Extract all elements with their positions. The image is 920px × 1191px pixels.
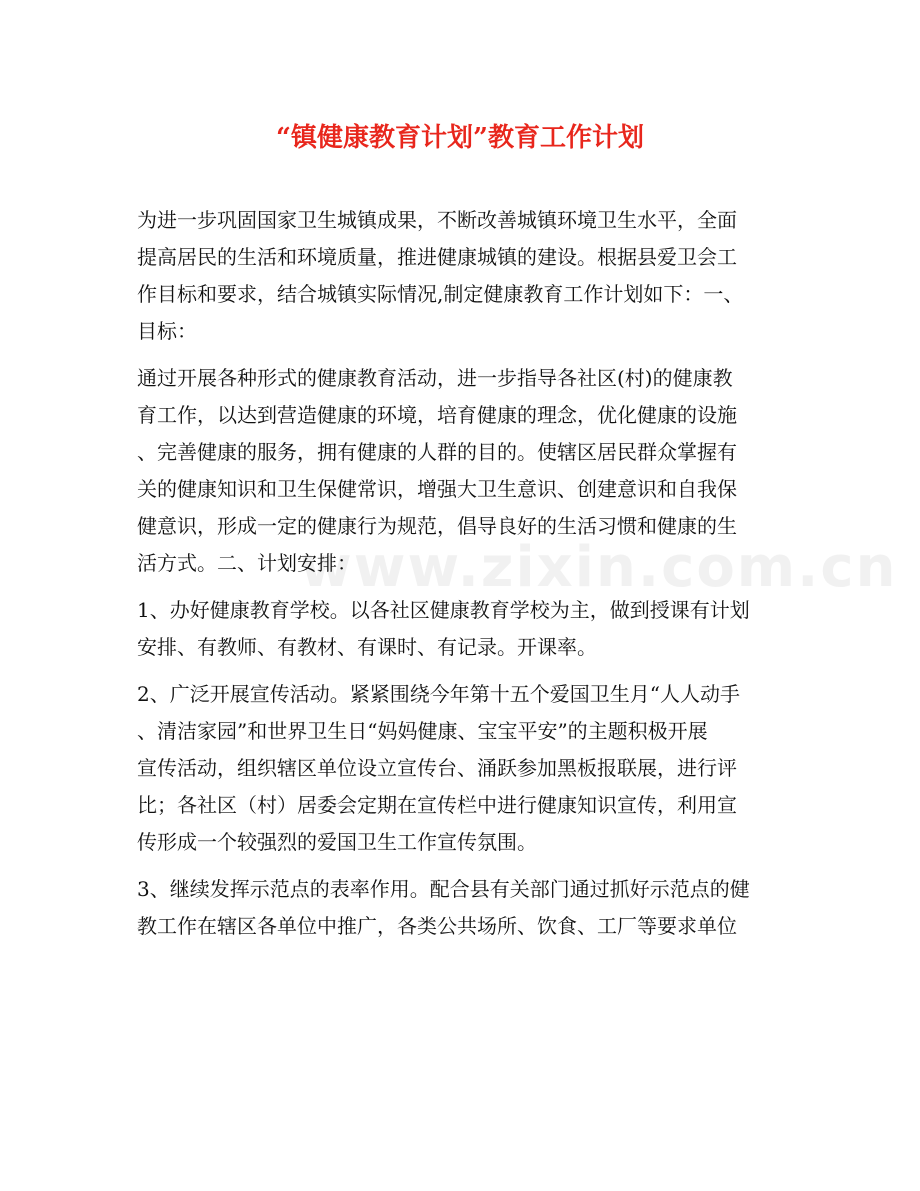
paragraph-intro [137,202,787,350]
text-line: 为进一步巩固国家卫生城镇成果，不断改善城镇环境卫生水平，全面 [137,208,737,232]
paragraph-goals [137,360,787,582]
text-line: 活方式。二、计划安排： [137,551,357,575]
text-line: 2、广泛开展宣传活动。紧紧围绕今年第十五个爱国卫生月“人人动手 [137,682,740,706]
text-line: 通过开展各种形式的健康教育活动，进一步指导各社区(村)的健康教 [137,366,733,390]
text-line: 作目标和要求，结合城镇实际情况,制定健康教育工作计划如下：一、 [137,282,744,306]
text-line: 比；各社区（村）居委会定期在宣传栏中进行健康知识宣传，利用宣 [137,793,737,817]
watermark: www.zixin.com.cn [300,535,898,600]
text-line: 宣传活动，组织辖区单位设立宣传台、涌跃参加黑板报联展，进行评 [137,756,737,780]
text-line: 教工作在辖区各单位中推广，各类公共场所、饮食、工厂等要求单位 [137,914,737,938]
text-line: 、清洁家园”和世界卫生日“妈妈健康、宝宝平安”的主题积极开展 [137,719,708,743]
text-line: 健意识，形成一定的健康行为规范，倡导良好的生活习惯和健康的生 [137,514,737,538]
paragraph-item-2 [137,676,787,861]
text-line: 关的健康知识和卫生保健常识，增强大卫生意识、创建意识和自我保 [137,477,737,501]
document-title: “镇健康教育计划”教育工作计划 [276,123,644,153]
text-line: 安排、有教师、有教材、有课时、有记录。开课率。 [137,635,597,659]
document-body [137,202,898,955]
text-line: 提高居民的生活和环境质量，推进健康城镇的建设。根据县爱卫会工 [137,245,737,269]
paragraph-item-3 [137,871,787,945]
text-line: 1、办好健康教育学校。以各社区健康教育学校为主，做到授课有计划 [137,598,750,622]
text-line: 3、继续发挥示范点的表率作用。配合县有关部门通过抓好示范点的健 [137,877,750,901]
text-line: 育工作，以达到营造健康的环境，培育健康的理念，优化健康的设施 [137,403,737,427]
paragraph-item-1 [137,592,787,666]
text-line: 传形成一个较强烈的爱国卫生工作宣传氛围。 [137,830,537,854]
text-line: 、完善健康的服务，拥有健康的人群的目的。使辖区居民群众掌握有 [137,440,737,464]
text-line: 目标： [137,319,197,343]
